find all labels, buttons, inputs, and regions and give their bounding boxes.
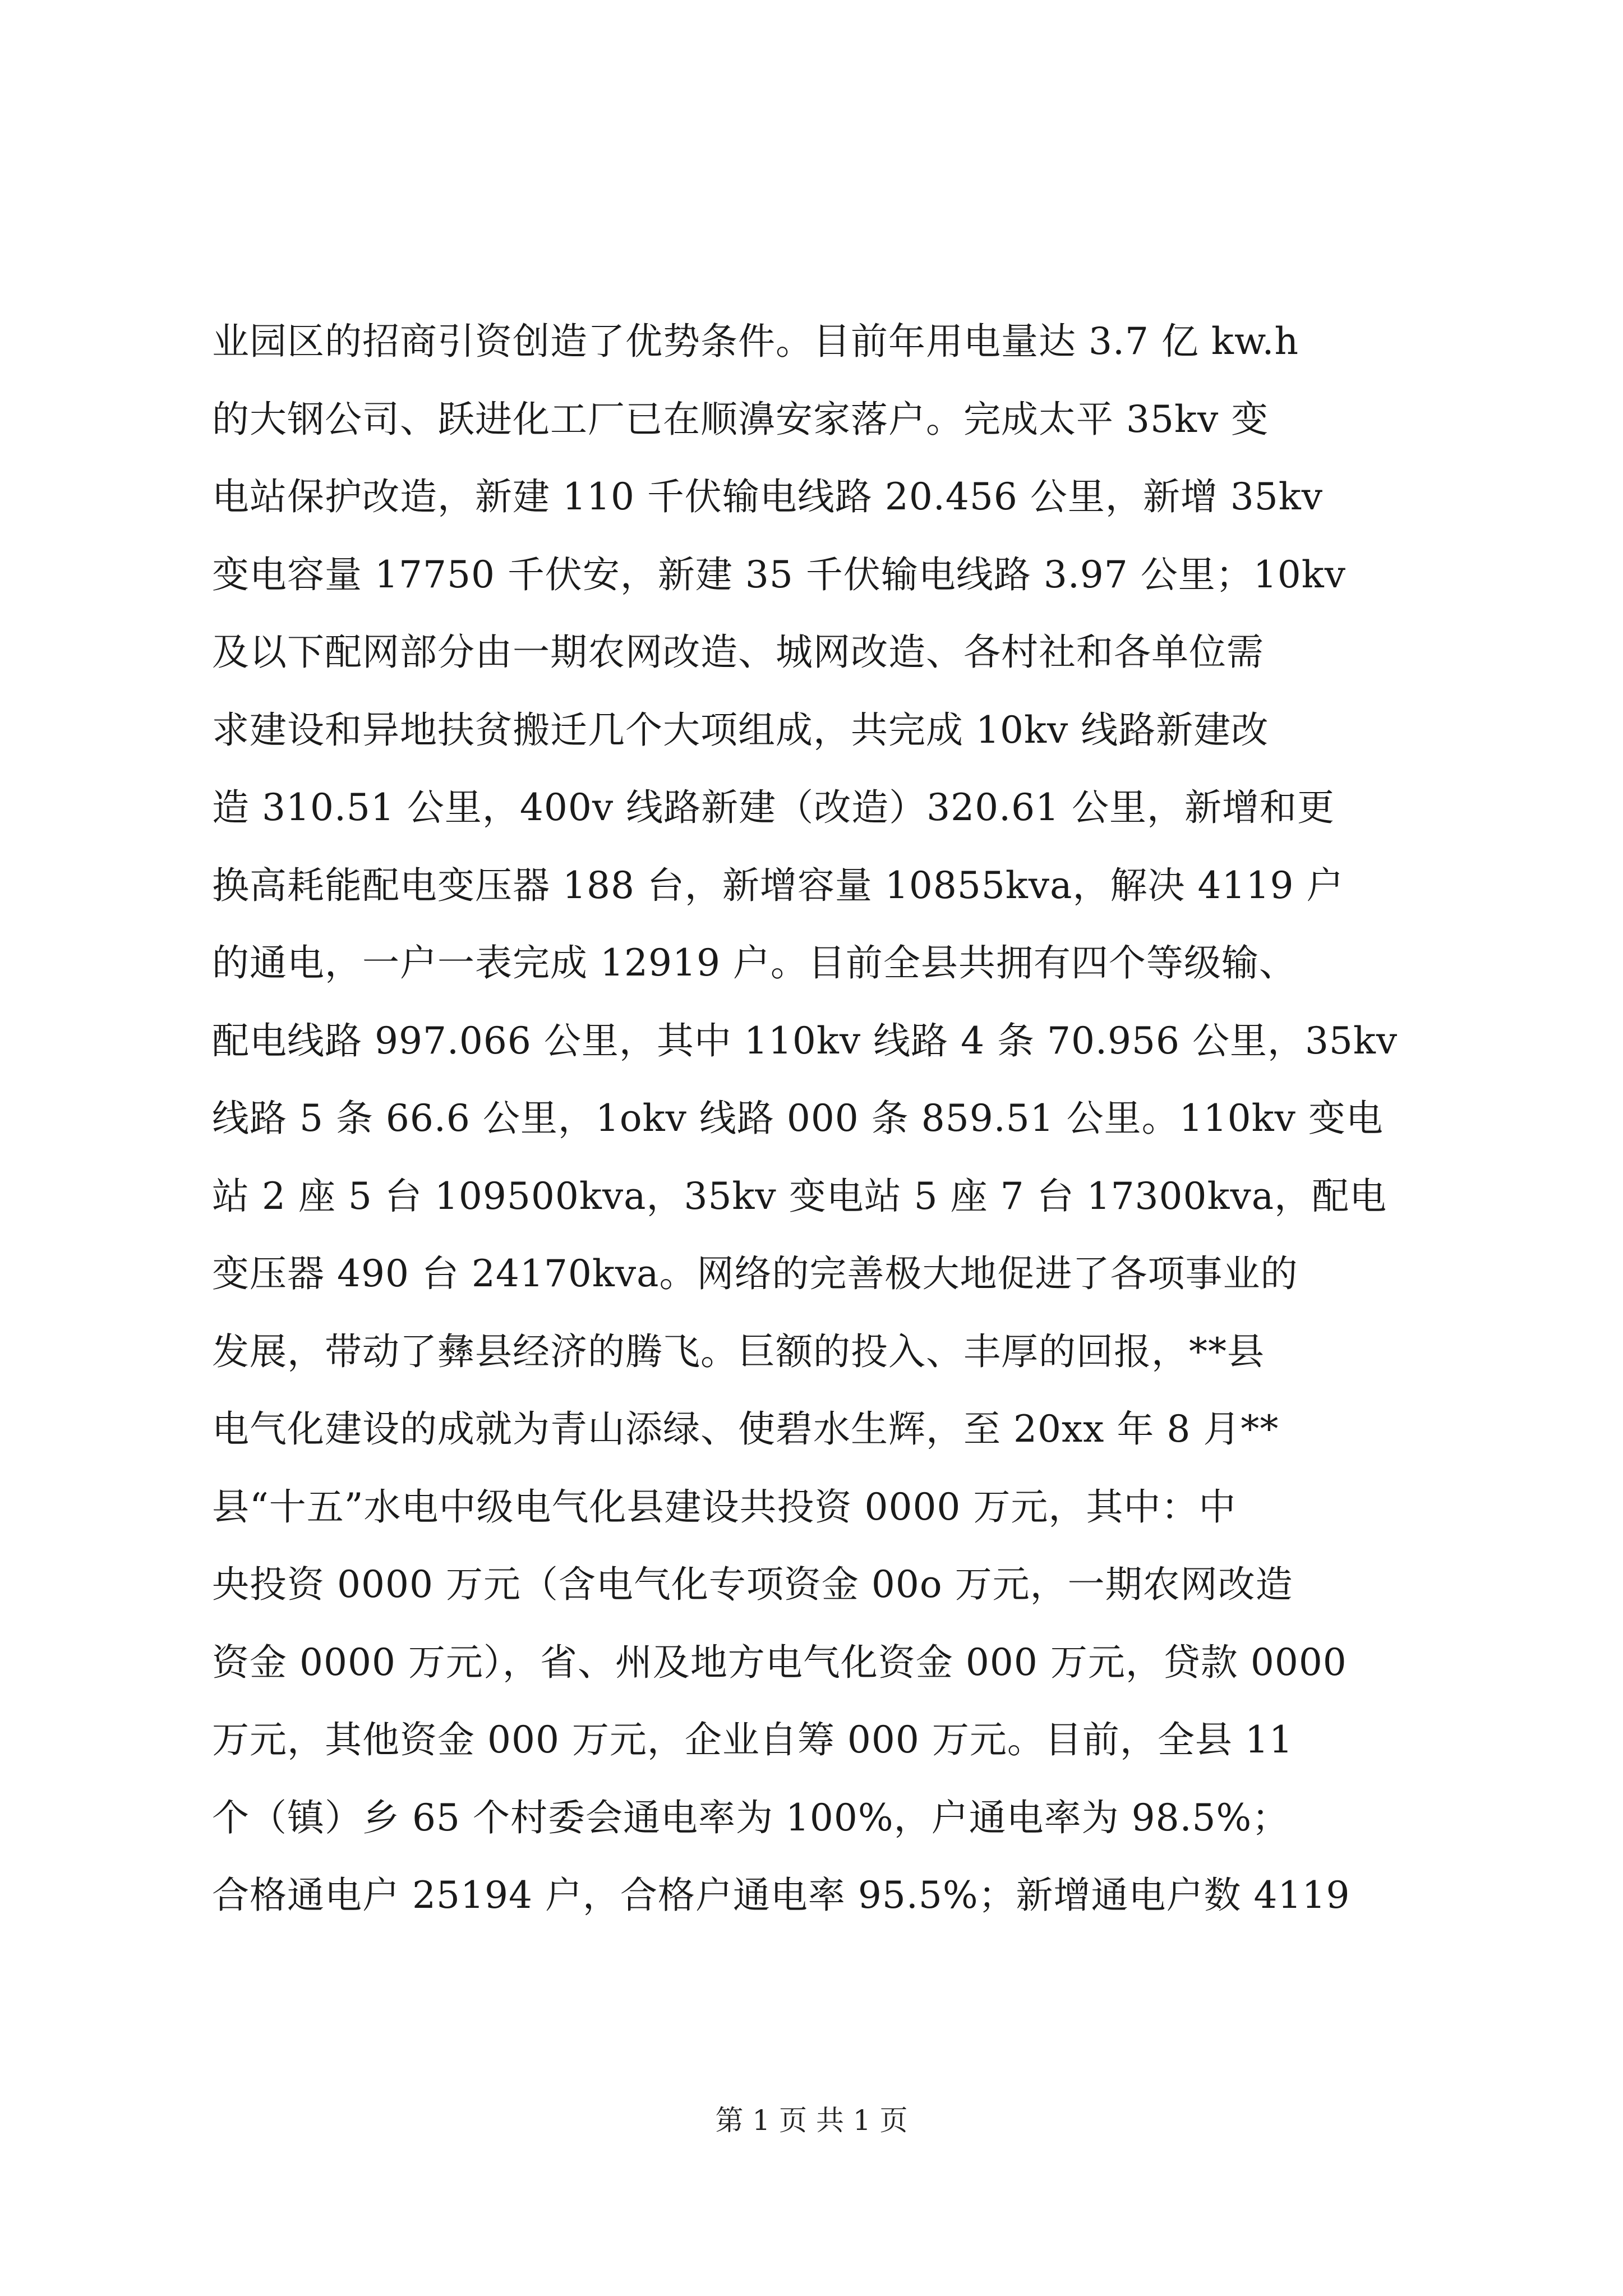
text-line: 的通电，一户一表完成 12919 户。目前全县共拥有四个等级输、 [212,941,1297,984]
text-line: 电气化建设的成就为青山添绿、使碧水生辉，至 20xx 年 8 月** [212,1407,1279,1451]
page-number-label: 第 1 页 共 1 页 [715,2104,908,2137]
text-line: 发展，带动了彝县经济的腾飞。巨额的投入、丰厚的回报，**县 [212,1329,1265,1373]
text-line: 县“十五”水电中级电气化县建设共投资 0000 万元，其中：中 [212,1485,1237,1529]
text-line: 及以下配网部分由一期农网改造、城网改造、各村社和各单位需 [212,631,1264,674]
text-line: 万元，其他资金 000 万元，企业自筹 000 万元。目前，全县 11 [212,1718,1293,1761]
text-line: 变电容量 17750 千伏安，新建 35 千伏输电线路 3.97 公里；10kv [212,553,1347,596]
text-line: 个（镇）乡 65 个村委会通电率为 100%，户通电率为 98.5%； [212,1796,1290,1839]
text-line: 业园区的招商引资创造了优势条件。目前年用电量达 3.7 亿 kw.h [212,320,1299,363]
text-line: 线路 5 条 66.6 公里，1okv 线路 000 条 859.51 公里。110kv 变电 [212,1097,1384,1140]
text-line: 电站保护改造，新建 110 千伏输电线路 20.456 公里，新增 35kv [212,475,1324,518]
text-line: 的大钢公司、跃进化工厂已在顺濞安家落户。完成太平 35kv 变 [212,397,1269,441]
text-line: 换高耗能配电变压器 188 台，新增容量 10855kva，解决 4119 户 [212,863,1344,907]
body-text [212,303,1423,1935]
text-line: 变压器 490 台 24170kva。网络的完善极大地促进了各项事业的 [212,1252,1298,1295]
text-line: 资金 0000 万元），省、州及地方电气化资金 000 万元，贷款 0000 [212,1640,1347,1684]
text-line: 站 2 座 5 台 109500kva，35kv 变电站 5 座 7 台 17300kva，配电 [212,1174,1387,1218]
page-footer [0,2098,1623,2143]
text-line: 配电线路 997.066 公里，其中 110kv 线路 4 条 70.956 公里，35kv [212,1019,1398,1062]
text-line: 合格通电户 25194 户，合格户通电率 95.5%；新增通电户数 4119 [212,1874,1350,1917]
text-line: 造 310.51 公里，400v 线路新建（改造）320.61 公里，新增和更 [212,786,1335,829]
text-line: 央投资 0000 万元（含电气化专项资金 00o 万元，一期农网改造 [212,1563,1293,1606]
text-line: 求建设和异地扶贫搬迁几个大项组成，共完成 10kv 线路新建改 [212,708,1269,752]
